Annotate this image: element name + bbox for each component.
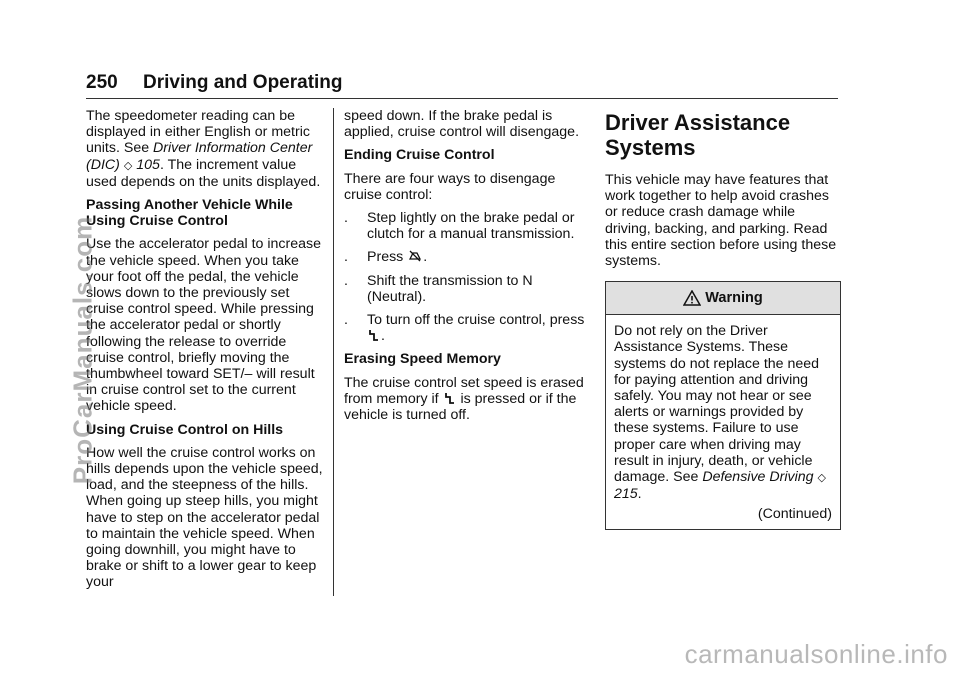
header-rule (86, 98, 838, 99)
list-item: . Step lightly on the brake pedal or clutch for a manual transmission. (344, 210, 575, 243)
footer-watermark: carmanualsonline.info (684, 639, 948, 669)
side-watermark: ProCarManuals.com (67, 215, 98, 485)
warning-triangle-icon (683, 290, 701, 306)
section-title: Driving and Operating (143, 72, 343, 93)
page-ref-arrow-icon: ◇ (817, 472, 826, 485)
bullet-marker: . (344, 210, 348, 227)
paragraph: Use the accelerator pedal to increase the vehicle speed. When you take your foot off the pedal, the vehicle slows down to the previously set cruise control speed. While pressing the accelerator pedal or shortly following the release to override cruise control, briefly moving the thumbwheel toward SET/– will result in cruise control set to the current vehicle speed. (86, 236, 322, 415)
paragraph: There are four ways to disengage cruise control: (344, 170, 556, 203)
cruise-power-icon (444, 391, 456, 405)
page-number: 250 (86, 72, 118, 93)
warning-body: Do not rely on the Driver Assistance Systems. These systems do not replace the need for paying attention and driving safely. You may not hear or see alerts or warnings provided by these systems. Failure to use proper care when driving may result in injury, death, or vehicle damage. See Defensive Driving ◇ 215. (Continued) (614, 323, 832, 523)
bullet-marker: . (344, 312, 348, 329)
cross-reference-link[interactable]: Defensive Driving (702, 469, 814, 486)
paragraph: How well the cruise control works on hills depends upon the vehicle speed, load, and the steepness of the hills. When going up steep hills, you might have to step on the accelerator pedal to maintain the vehicle speed. When going downhill, you might have to brake or shift to a lower gear to keep your (86, 444, 323, 591)
section-heading: Driver Assistance Systems (605, 110, 791, 160)
bullet-marker: . (344, 249, 348, 266)
list-item: . Shift the transmission to N (Neutral). (344, 272, 533, 305)
cross-reference-link[interactable]: Driver Information Center (DIC) (86, 140, 313, 173)
column-divider (333, 108, 334, 596)
warning-title: Warning (705, 290, 763, 307)
subheading: Using Cruise Control on Hills (86, 421, 284, 438)
page-header (86, 72, 838, 98)
warning-header (606, 282, 840, 315)
cruise-power-icon (368, 328, 380, 342)
subheading: Passing Another Vehicle While Using Cruise Control (86, 197, 293, 230)
paragraph: The speedometer reading can be displayed in either English or metric units. See Driver Information Center (DIC) ◇ 105. The increment value used depends on the units displayed. (86, 108, 321, 190)
page-ref-arrow-icon: ◇ (123, 159, 133, 172)
paragraph: The cruise control set speed is erased from memory if is pressed or if the vehicle is turned off. (344, 374, 584, 424)
column-left (86, 108, 326, 598)
paragraph: This vehicle may have features that work together to help avoid crashes or reduce crash damage while driving, backing, and parking. Read this entire section before using these systems. (605, 172, 837, 270)
paragraph: speed down. If the brake pedal is applied, cruise control will disengage. (344, 108, 580, 141)
list-item: . Press . (344, 249, 428, 266)
page-ref-number[interactable]: 215 (614, 486, 638, 503)
subheading: Erasing Speed Memory (344, 351, 501, 368)
continued-label: (Continued) (757, 506, 832, 523)
column-middle (344, 108, 589, 430)
subheading: Ending Cruise Control (344, 147, 495, 164)
warning-box (605, 281, 841, 529)
cruise-cancel-icon (408, 249, 422, 263)
bullet-marker: . (344, 272, 348, 289)
column-right (605, 108, 841, 530)
page-ref-number[interactable]: 105 (136, 156, 160, 173)
list-item: . To turn off the cruise control, press . (344, 312, 585, 345)
